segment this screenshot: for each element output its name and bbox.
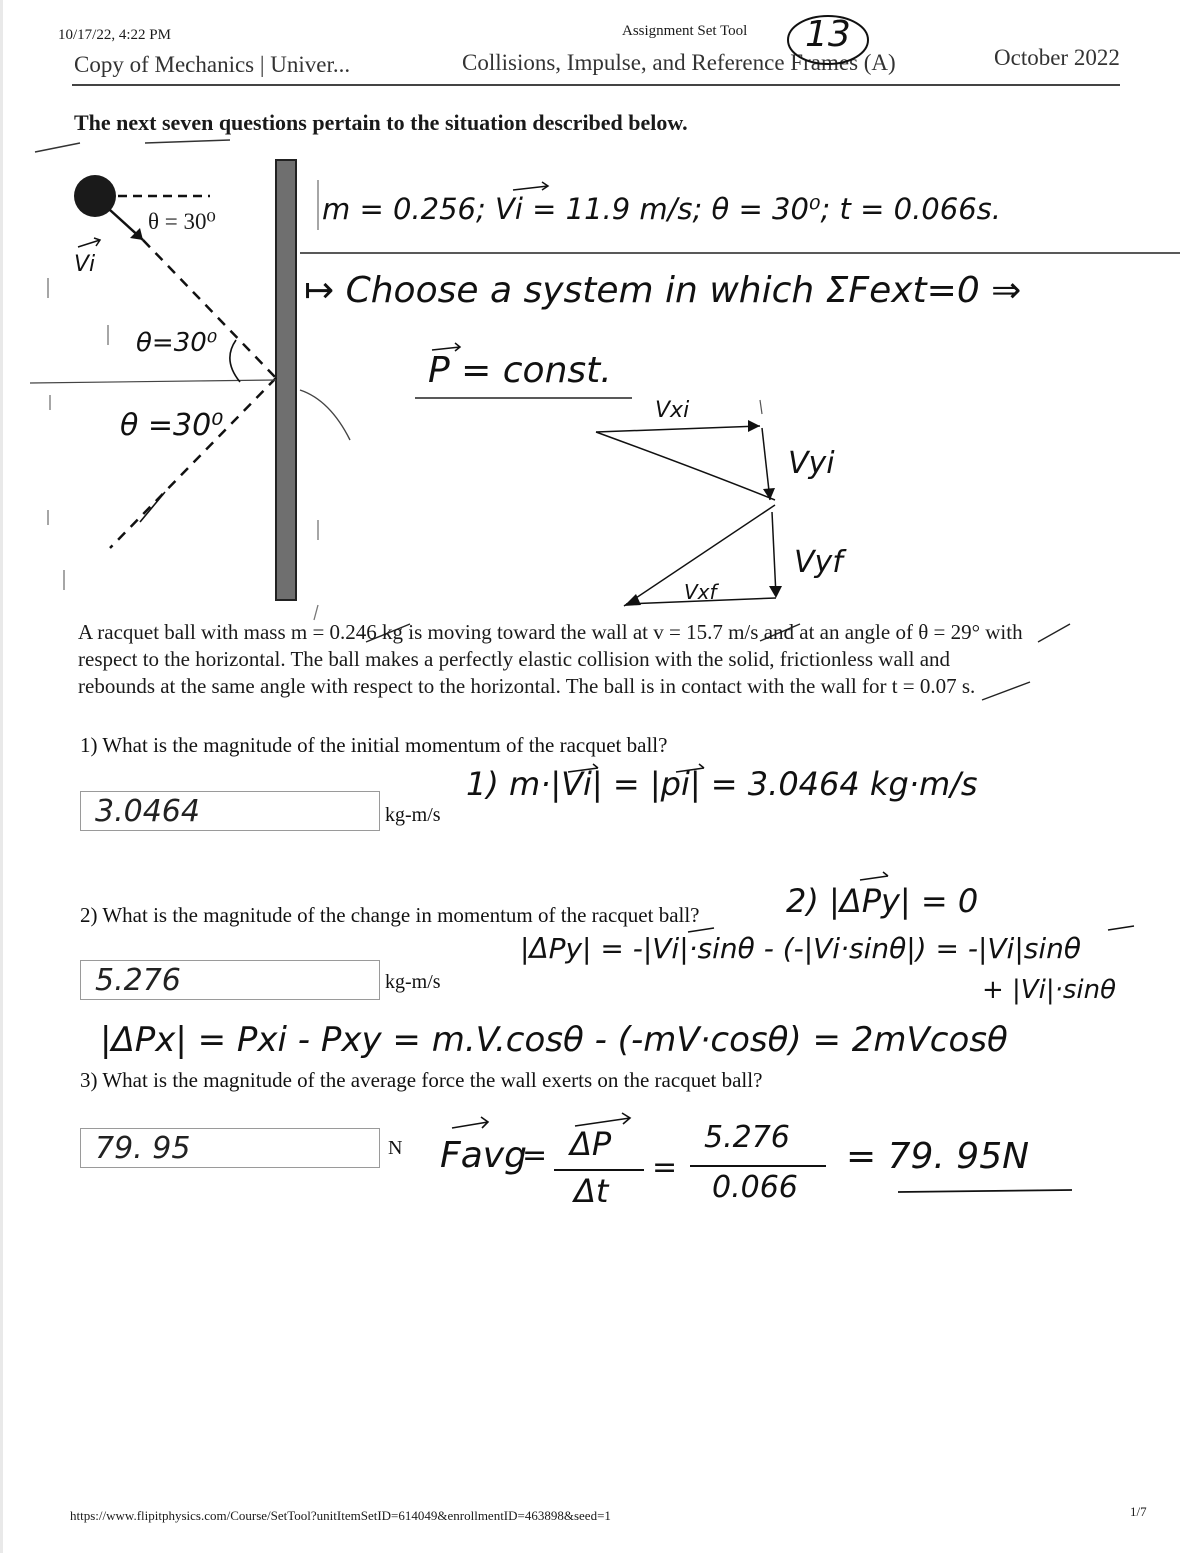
score-circle xyxy=(788,16,868,64)
vxi-arrow xyxy=(596,426,760,432)
vi-resultant xyxy=(596,432,775,500)
vyf-arrow xyxy=(772,512,776,596)
answer-1-field[interactable] xyxy=(80,791,380,831)
work-2c: + |Vi|·sinθ xyxy=(982,975,1116,1005)
answer-1-unit: kg-m/s xyxy=(385,804,441,826)
pen-stroke-curve xyxy=(300,390,350,440)
work-2b: |ΔPy| = -|Vi|·sinθ - (-|Vi·sinθ|) = -|Vi|sinθ xyxy=(520,932,1081,965)
theta-top-label: θ = 30⁰ xyxy=(148,209,216,234)
work-1: 1) m·|Vi| = |pi| = 3.0464 kg·m/s xyxy=(466,765,978,803)
tool-name: Assignment Set Tool xyxy=(622,23,748,39)
rebound-path xyxy=(110,378,276,548)
equals-sign-2: = xyxy=(652,1150,678,1185)
answer-2-unit: kg-m/s xyxy=(385,971,441,993)
pen-tick xyxy=(760,400,762,414)
force-result: = 79. 95N xyxy=(846,1136,1030,1177)
problem-line-1: A racquet ball with mass m = 0.246 kg is moving toward the wall at v = 15.7 m/s and at an angle of θ = 29° with xyxy=(78,620,1023,644)
fraction-denominator-2: 0.066 xyxy=(712,1170,798,1205)
vxf-label: Vxf xyxy=(684,580,717,604)
print-datetime: 10/17/22, 4:22 PM xyxy=(58,27,171,43)
vi-arrow-mark xyxy=(78,238,100,247)
momentum-const-note: P = const. xyxy=(428,350,612,391)
rebound-vi-mark xyxy=(140,492,165,522)
problem-line-2: respect to the horizontal. The ball makes a perfectly elastic collision with the solid, frictionless wall and xyxy=(78,647,951,671)
fraction-numerator-2: 5.276 xyxy=(704,1120,790,1155)
assignment-title: Collisions, Impulse, and Reference Frames (A) xyxy=(462,50,896,75)
vi-vector-mark xyxy=(513,182,548,190)
problem-line-3: rebounds at the same angle with respect to the horizontal. The ball is in contact with the wall for t = 0.07 s. xyxy=(78,674,976,698)
theta-mid-label: θ=30⁰ xyxy=(136,328,218,358)
answer-2-value: 5.276 xyxy=(95,963,181,998)
wall xyxy=(276,160,296,600)
vxi-label: Vxi xyxy=(655,398,690,423)
equals-sign-1: = xyxy=(522,1138,548,1173)
question-2-text: 2) What is the magnitude of the change in momentum of the racquet ball? xyxy=(80,903,700,927)
arrowhead xyxy=(763,488,775,500)
answer-3-unit: N xyxy=(388,1137,403,1159)
theta-low-label: θ =30⁰ xyxy=(120,408,224,443)
circled-score: 13 xyxy=(805,14,851,55)
result-underline xyxy=(898,1190,1072,1192)
vi-label: Vi xyxy=(74,252,96,277)
answer-3-value: 79. 95 xyxy=(95,1131,191,1166)
vyi-label: Vyi xyxy=(788,446,835,481)
question-1-text: 1) What is the magnitude of the initial momentum of the racquet ball? xyxy=(80,733,668,757)
footer-url: https://www.flipitphysics.com/Course/SetTool?unitItemSetID=614049&enrollmentID=463898&seed=1 xyxy=(70,1508,611,1523)
header-date: October 2022 xyxy=(994,45,1120,70)
givens-note: m = 0.256; Vi = 11.9 m/s; θ = 30⁰; t = 0.066s. xyxy=(322,192,1001,226)
pen-stroke xyxy=(35,140,230,152)
work-2a: 2) |ΔPy| = 0 xyxy=(786,882,979,920)
fraction-numerator-1: ΔP xyxy=(570,1125,612,1163)
answer-2-field[interactable] xyxy=(80,960,380,1000)
work-2d: |ΔPx| = Pxi - Pxy = m.V.cosθ - (-mV·cosθ) = 2mVcosθ xyxy=(100,1020,1008,1060)
strike-angle xyxy=(1038,624,1070,642)
angle-arc xyxy=(230,340,240,382)
arrowhead xyxy=(769,586,782,598)
answer-1-value: 3.0464 xyxy=(95,794,200,829)
strike-time xyxy=(982,682,1030,700)
system-note: ↦ Choose a system in which ΣFext=0 ⇒ xyxy=(304,270,1022,311)
arrowhead xyxy=(748,420,760,432)
answer-3-field[interactable] xyxy=(80,1128,380,1168)
question-3-text: 3) What is the magnitude of the average force the wall exerts on the racquet ball? xyxy=(80,1068,763,1092)
course-name: Copy of Mechanics | Univer... xyxy=(74,52,351,77)
favg-label: Favg xyxy=(440,1135,527,1176)
page-number: 1/7 xyxy=(1130,1504,1147,1519)
fraction-denominator-1: Δt xyxy=(574,1172,609,1210)
vyf-label: Vyf xyxy=(794,545,843,580)
intro-text: The next seven questions pertain to the situation described below. xyxy=(74,110,688,135)
